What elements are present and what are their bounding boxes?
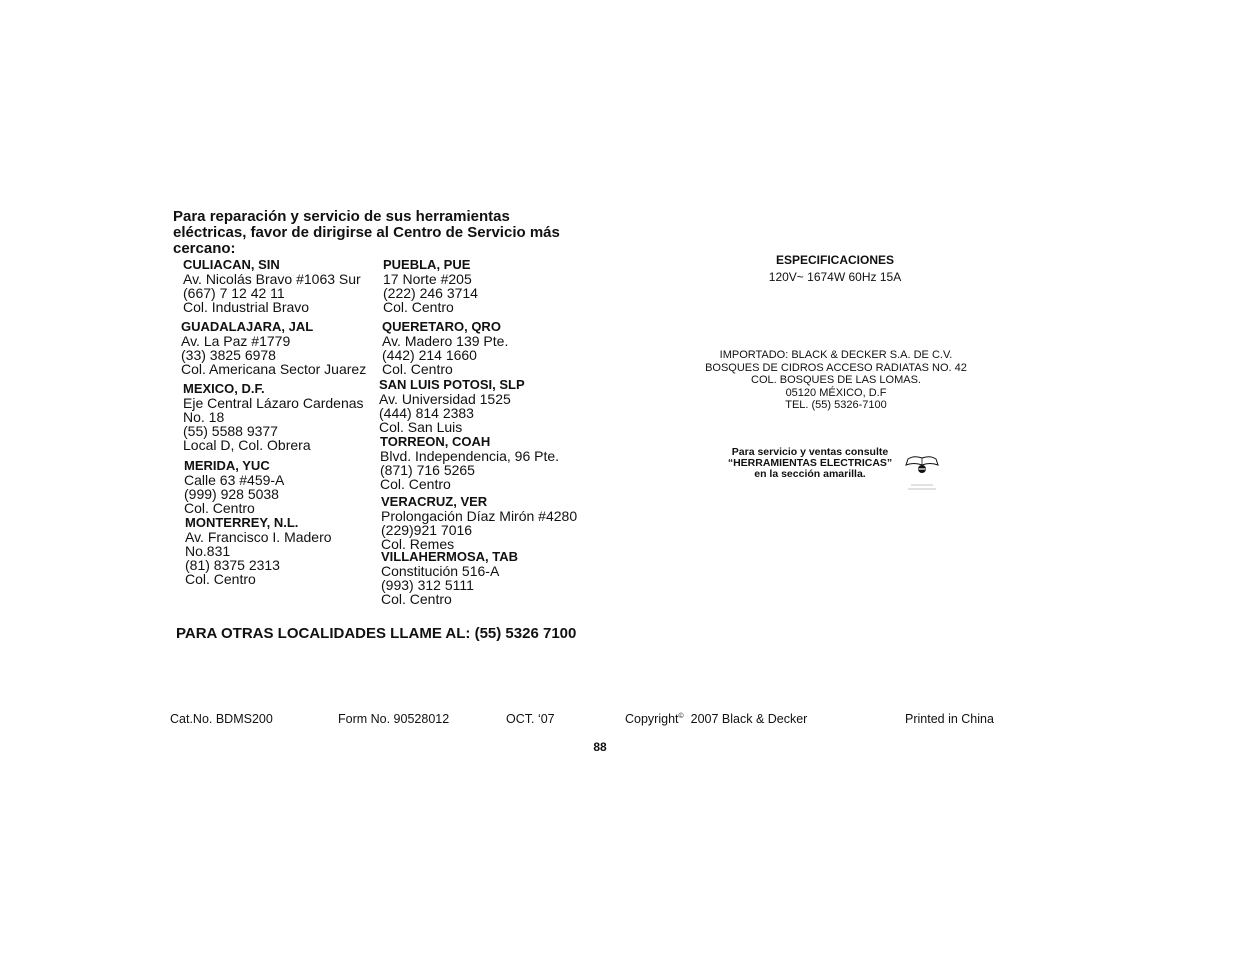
location-mexico-df: [183, 382, 364, 452]
location-colony: Col. Centro: [382, 361, 453, 377]
location-address: Av. Francisco I. Madero: [185, 529, 332, 545]
service-notice: [718, 447, 902, 480]
location-colony: Col. Centro: [184, 500, 255, 516]
location-queretaro: [382, 320, 508, 376]
location-city: MONTERREY, N.L.: [185, 515, 299, 530]
location-phone: (667) 7 12 42 11: [183, 285, 285, 301]
copyright-symbol: ©: [678, 712, 684, 720]
form-number: Form No. 90528012: [338, 712, 450, 726]
copyright-text: 2007 Black & Decker: [690, 712, 808, 726]
location-city: TORREON, COAH: [380, 434, 491, 449]
location-city: MERIDA, YUC: [184, 458, 270, 473]
service-center-intro: [173, 209, 603, 257]
location-address: Av. Madero 139 Pte.: [382, 333, 509, 349]
location-address: Prolongación Díaz Mirón #4280: [381, 508, 578, 524]
location-guadalajara: [181, 320, 366, 376]
location-san-luis-potosi: [379, 378, 525, 434]
specifications-title: ESPECIFICACIONES: [775, 253, 895, 267]
location-villahermosa: [381, 550, 518, 606]
location-merida: [184, 459, 284, 515]
catalog-number: Cat.No. BDMS200: [170, 712, 273, 726]
importer-line: 05120 MÉXICO, D.F: [785, 386, 887, 399]
service-notice-line: “HERRAMIENTAS ELECTRICAS”: [727, 457, 893, 469]
location-address: No. 18: [183, 409, 225, 425]
location-veracruz: [381, 495, 577, 551]
location-city: CULIACAN, SIN: [183, 257, 280, 272]
intro-line: eléctricas, favor de dirigirse al Centro de Servicio más: [173, 224, 560, 241]
location-colony: Col. Americana Sector Juarez: [181, 361, 367, 377]
importer-line: BOSQUES DE CIDROS ACCESO RADIATAS NO. 42: [705, 361, 967, 374]
location-city: VERACRUZ, VER: [381, 494, 488, 509]
location-address: No.831: [185, 543, 231, 559]
location-phone: (444) 814 2383: [379, 405, 474, 421]
importer-line: TEL. (55) 5326-7100: [785, 399, 887, 412]
location-address: Eje Central Lázaro Cardenas: [183, 395, 364, 411]
location-phone: (229)921 7016: [381, 522, 473, 538]
location-address: Av. Nicolás Bravo #1063 Sur: [183, 271, 361, 287]
location-colony: Col. San Luis: [379, 419, 463, 435]
location-city: GUADALAJARA, JAL: [181, 319, 314, 334]
location-address: 17 Norte #205: [383, 271, 472, 287]
location-phone: (871) 716 5265: [380, 462, 475, 478]
location-city: VILLAHERMOSA, TAB: [381, 549, 518, 564]
location-phone: (55) 5588 9377: [183, 423, 278, 439]
location-city: PUEBLA, PUE: [383, 257, 471, 272]
location-address: Blvd. Independencia, 96 Pte.: [380, 448, 560, 464]
location-phone: (993) 312 5111: [381, 577, 474, 593]
importer-address: [700, 349, 972, 412]
location-city: QUERETARO, QRO: [382, 319, 501, 334]
location-address: Av. Universidad 1525: [379, 391, 511, 407]
service-notice-line: Para servicio y ventas consulte: [731, 446, 889, 458]
location-colony: Col. Centro: [380, 476, 451, 492]
location-address: Calle 63 #459-A: [184, 472, 285, 488]
location-colony: Col. Remes: [381, 536, 455, 552]
page-number: 88: [593, 740, 607, 754]
location-phone: (999) 928 5038: [184, 486, 279, 502]
location-culiacan: [183, 258, 361, 314]
copyright: [625, 712, 807, 726]
specifications-value: 120V~ 1674W 60Hz 15A: [768, 270, 902, 284]
intro-line: cercano:: [173, 240, 236, 257]
location-colony: Col. Industrial Bravo: [183, 299, 310, 315]
print-date: OCT. ‘07: [506, 712, 555, 726]
other-locations-phone: PARA OTRAS LOCALIDADES LLAME AL: (55) 5326 7100: [176, 625, 577, 642]
copyright-label: Copyright: [625, 712, 679, 726]
printed-in: Printed in China: [905, 712, 994, 726]
location-address: Constitución 516-A: [381, 563, 500, 579]
location-phone: (442) 214 1660: [382, 347, 477, 363]
intro-line: Para reparación y servicio de sus herramientas: [173, 208, 510, 225]
location-city: SAN LUIS POTOSI, SLP: [379, 377, 525, 392]
service-notice-line: en la sección amarilla.: [754, 468, 866, 480]
importer-line: COL. BOSQUES DE LAS LOMAS.: [751, 374, 921, 387]
location-puebla: [383, 258, 478, 314]
yellow-pages-book-icon: [905, 449, 939, 493]
location-phone: (33) 3825 6978: [181, 347, 276, 363]
location-phone: (81) 8375 2313: [185, 557, 280, 573]
location-city: MEXICO, D.F.: [183, 381, 265, 396]
location-phone: (222) 246 3714: [383, 285, 478, 301]
importer-line: IMPORTADO: BLACK & DECKER S.A. DE C.V.: [719, 349, 953, 361]
location-colony: Col. Centro: [381, 591, 452, 607]
location-colony: Col. Centro: [185, 571, 256, 587]
location-colony: Col. Centro: [383, 299, 454, 315]
location-colony: Local D, Col. Obrera: [183, 437, 311, 453]
location-address: Av. La Paz #1779: [181, 333, 291, 349]
location-torreon: [380, 435, 559, 491]
location-monterrey: [185, 516, 332, 586]
